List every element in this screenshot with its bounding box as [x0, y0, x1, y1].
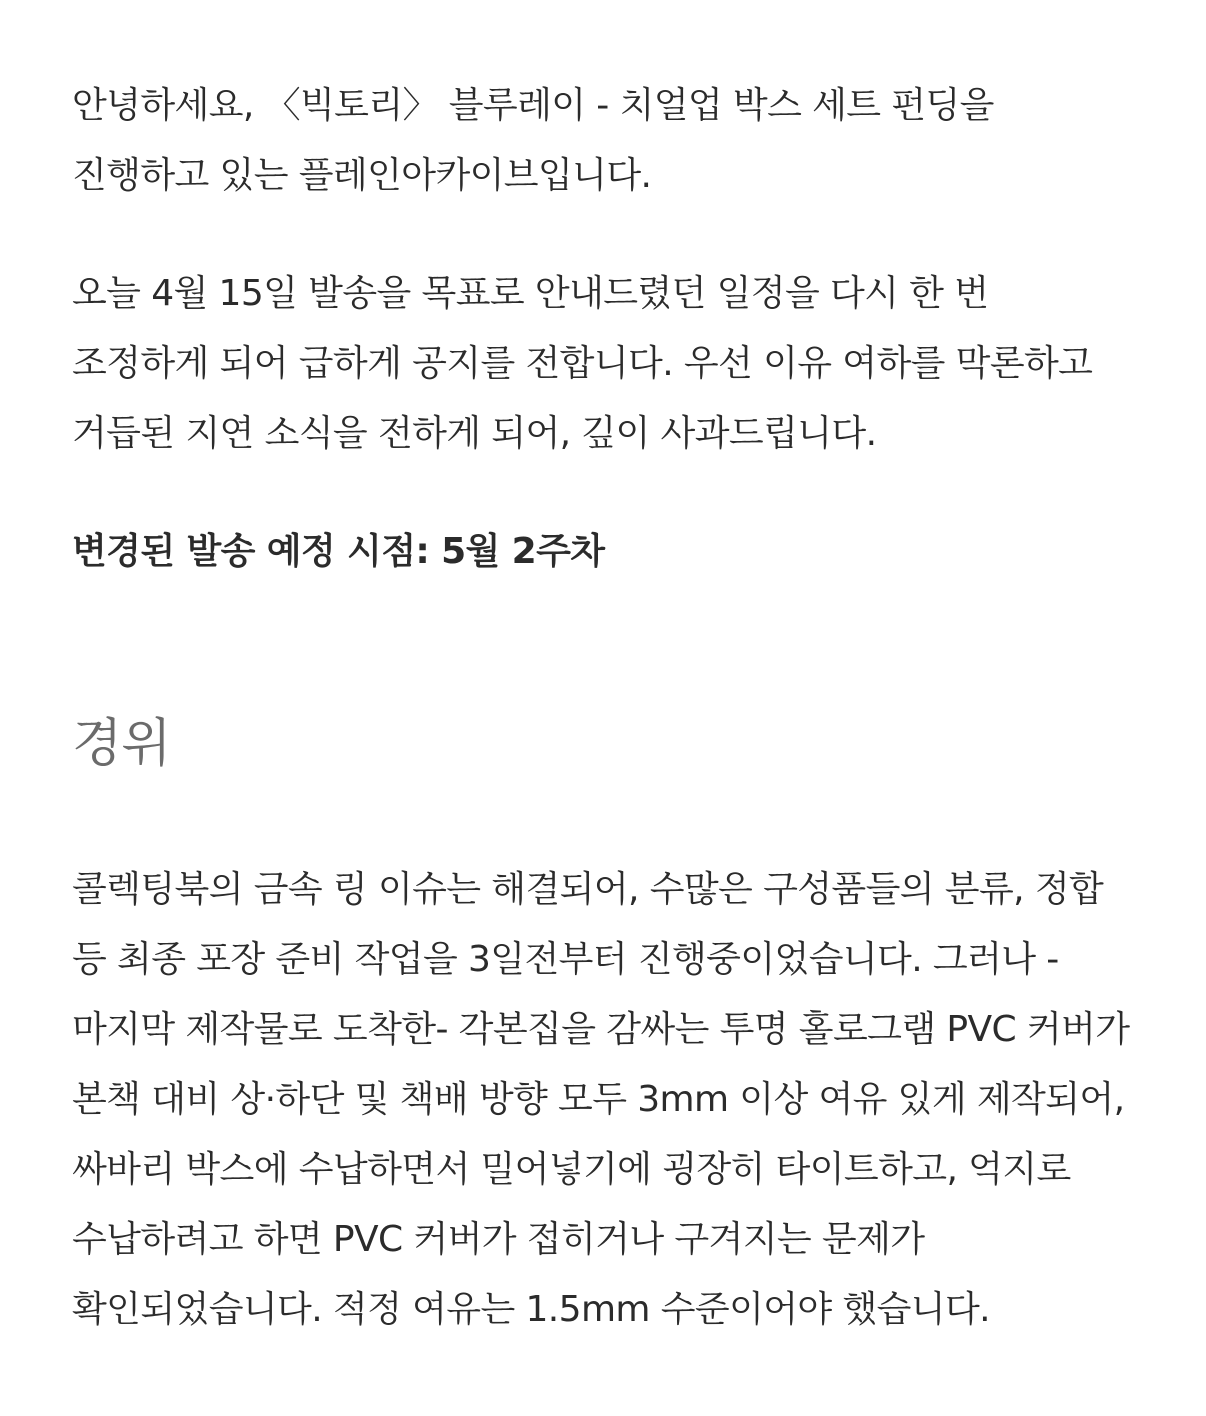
intro-paragraph: 안녕하세요, 〈빅토리〉 블루레이 - 치얼업 박스 세트 펀딩을 진행하고 있는 플레인아카이브입니다.	[72, 85, 994, 196]
article-body	[72, 71, 1134, 1345]
delay-notice-paragraph: 오늘 4월 15일 발송을 목표로 안내드렸던 일정을 다시 한 번 조정하게 되어 급하게 공지를 전합니다. 우선 이유 여하를 막론하고 거듭된 지연 소식을 전하게 되어, 깊이 사과드립니다.	[72, 273, 1093, 454]
section-heading: 경위	[72, 714, 171, 774]
new-shipping-schedule: 변경된 발송 예정 시점: 5월 2주차	[72, 531, 605, 572]
details-paragraph: 콜렉팅북의 금속 링 이슈는 해결되어, 수많은 구성품들의 분류, 정합 등 최종 포장 준비 작업을 3일전부터 진행중이었습니다. 그러나 -마지막 제작물로 도착한- 각본집을 감싸는 투명 홀로그램 PVC 커버가 본책 대비 상·하단 및 책배 방향 모두 3mm 이상 여유 있게 제작되어, 싸바리 박스에 수납하면서 밀어넣기에 굉장히 타이트하고, 억지로 수납하려고 하면 PVC 커버가 접히거나 구겨지는 문제가 확인되었습니다. 적정 여유는 1.5mm 수준이어야 했습니다.	[72, 869, 1130, 1330]
